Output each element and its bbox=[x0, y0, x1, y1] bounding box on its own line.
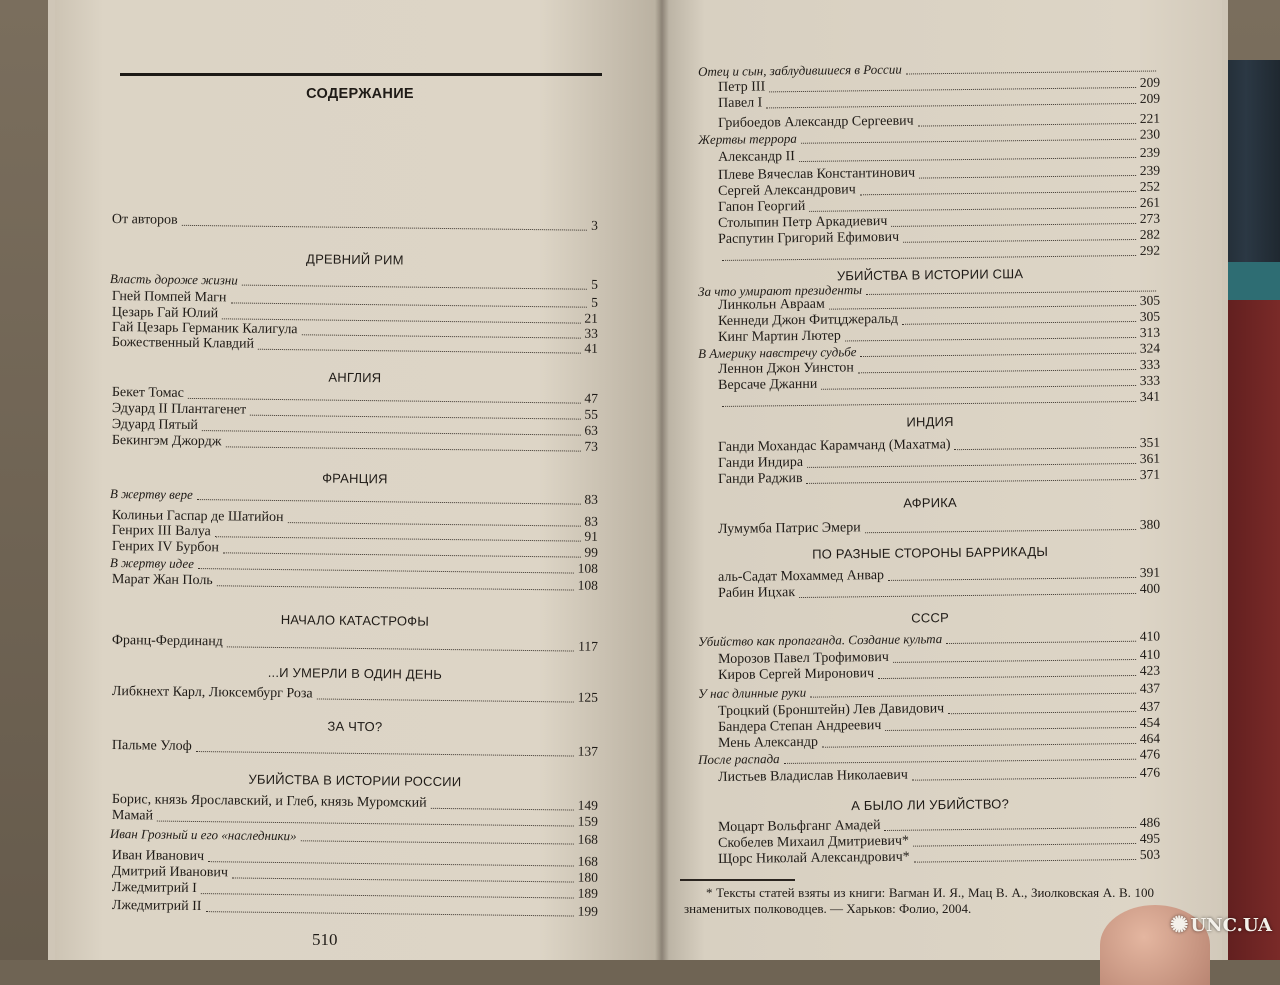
entry-page-number: 47 bbox=[584, 390, 598, 406]
entry-title: Божественный Клавдий bbox=[111, 335, 255, 352]
entry-page-number: 464 bbox=[1139, 730, 1161, 746]
entry-title: Генрих III Валуа bbox=[111, 523, 211, 540]
entry-page-number: 180 bbox=[577, 869, 598, 885]
entry-page-number: 168 bbox=[577, 853, 598, 869]
entry-page-number: 476 bbox=[1139, 764, 1161, 780]
dot-leader bbox=[919, 175, 1136, 179]
entry-page-number: 108 bbox=[577, 560, 598, 576]
entry-title: Сергей Александрович bbox=[718, 182, 856, 199]
dot-leader bbox=[799, 593, 1136, 598]
entry-title: Рабин Ицхак bbox=[718, 585, 796, 601]
entry-title: Скобелев Михаил Дмитриевич* bbox=[718, 833, 910, 851]
dot-leader bbox=[865, 529, 1136, 533]
entry-page-number: 239 bbox=[1139, 162, 1161, 178]
entry-page-number: 83 bbox=[584, 491, 598, 507]
dot-leader bbox=[317, 698, 574, 702]
section-heading: УБИЙСТВА В ИСТОРИИ США bbox=[836, 266, 1024, 284]
dot-leader bbox=[431, 808, 574, 811]
entry-title: Кеннеди Джон Фитцджеральд bbox=[718, 311, 899, 329]
watermark-text: UNC.UA bbox=[1190, 914, 1272, 936]
entry-title: Бекет Томас bbox=[111, 385, 184, 401]
entry-title: Лжедмитрий I bbox=[111, 880, 197, 897]
entry-page-number: 261 bbox=[1139, 194, 1161, 210]
entry-page-number: 361 bbox=[1139, 450, 1161, 466]
dot-leader bbox=[799, 157, 1136, 162]
entry-title: В жертву вере bbox=[109, 486, 193, 502]
dot-leader bbox=[885, 827, 1136, 831]
dot-leader bbox=[205, 911, 573, 916]
entry-page-number: 495 bbox=[1139, 830, 1161, 846]
entry-title: Эдуард Пятый bbox=[111, 417, 199, 434]
entry-title: Дмитрий Иванович bbox=[111, 864, 229, 881]
dot-leader bbox=[242, 285, 587, 290]
entry-page-number: 410 bbox=[1139, 646, 1161, 662]
entry-title: Леннон Джон Уинстон bbox=[718, 360, 854, 377]
entry-title: Ганди Раджив bbox=[718, 470, 803, 487]
dot-leader bbox=[885, 727, 1135, 731]
entry-title: Гай Цезарь Германик Калигула bbox=[111, 320, 298, 338]
entry-title: Александр II bbox=[718, 149, 795, 165]
entry-title: Киров Сергей Миронович bbox=[718, 666, 875, 683]
dot-leader bbox=[301, 840, 574, 844]
dot-leader bbox=[913, 843, 1136, 847]
entry-title: Марат Жан Поль bbox=[111, 572, 213, 589]
footnote: * Тексты статей взяты из книги: Вагман И. Я., Мац В. А., Зиолковская А. В. 100 знаменитых полководцев. — Харьков: Фолио, 2004. bbox=[684, 885, 1154, 916]
entry-title: Моцарт Вольфганг Амадей bbox=[718, 818, 881, 835]
entry-title: Цезарь Гай Юлий bbox=[111, 305, 219, 322]
entry-page-number: 282 bbox=[1139, 226, 1161, 242]
entry-title: Бандера Степан Андреевич bbox=[718, 718, 882, 735]
entry-title: Морозов Павел Трофимович bbox=[718, 649, 889, 667]
sun-icon: ✺ bbox=[1170, 912, 1189, 938]
dot-leader bbox=[807, 479, 1136, 484]
entry-page-number: 292 bbox=[1139, 242, 1161, 258]
dot-leader bbox=[914, 859, 1136, 863]
entry-title: Франц-Фердинанд bbox=[111, 633, 223, 650]
entry-page-number: 149 bbox=[577, 797, 598, 813]
dot-leader bbox=[766, 103, 1136, 108]
entry-title: У нас длинные руки bbox=[698, 684, 807, 701]
entry-title: Колиньи Гаспар де Шатийон bbox=[111, 508, 284, 526]
entry-title: Иван Грозный и его «наследники» bbox=[109, 826, 297, 844]
section-heading: ФРАНЦИЯ bbox=[322, 470, 388, 487]
entry-title: Жертвы террора bbox=[698, 130, 797, 147]
entry-title: От авторов bbox=[111, 212, 178, 228]
entry-title: Борис, князь Ярославский, и Глеб, князь Муромский bbox=[111, 792, 427, 811]
entry-title: Плеве Вячеслав Константинович bbox=[718, 165, 916, 183]
entry-page-number: 437 bbox=[1139, 698, 1161, 714]
entry-page-number: 33 bbox=[584, 325, 598, 341]
dot-leader bbox=[902, 321, 1136, 325]
section-heading: ПО РАЗНЫЕ СТОРОНЫ БАРРИКАДЫ bbox=[812, 543, 1049, 562]
section-heading: УБИЙСТВА В ИСТОРИИ РОССИИ bbox=[248, 771, 462, 790]
entry-title: Распутин Григорий Ефимович bbox=[718, 229, 900, 247]
entry-title: Эдуард II Плантагенет bbox=[111, 401, 247, 418]
dot-leader bbox=[888, 577, 1136, 581]
entry-title: Кинг Мартин Лютер bbox=[718, 328, 841, 345]
entry-title: В Америку навстречу судьбе bbox=[698, 344, 857, 361]
entry-page-number: 503 bbox=[1139, 846, 1161, 862]
entry-page-number: 125 bbox=[577, 689, 598, 705]
entry-title: Ганди Мохандас Карамчанд (Махатма) bbox=[718, 437, 951, 455]
dot-leader bbox=[955, 447, 1136, 450]
entry-title: Петр III bbox=[718, 79, 766, 95]
entry-title: Троцкий (Бронштейн) Лев Давидович bbox=[718, 701, 945, 719]
dot-leader bbox=[918, 123, 1136, 127]
entry-page-number: 63 bbox=[584, 422, 598, 438]
entry-title: Линкольн Авраам bbox=[718, 296, 825, 313]
toc-title: СОДЕРЖАНИЕ bbox=[306, 86, 414, 102]
book-gutter bbox=[655, 0, 669, 960]
dot-leader bbox=[946, 641, 1136, 644]
dot-leader bbox=[227, 646, 574, 651]
dot-leader bbox=[225, 446, 580, 451]
section-heading: ИНДИЯ bbox=[906, 413, 954, 430]
entry-title: Лумумба Патрис Эмери bbox=[718, 520, 861, 537]
entry-page-number: 391 bbox=[1139, 564, 1161, 580]
entry-title: Щорс Николай Александрович* bbox=[718, 849, 910, 867]
entry-page-number: 209 bbox=[1139, 74, 1161, 90]
dot-leader bbox=[801, 139, 1136, 144]
entry-page-number: 117 bbox=[578, 638, 598, 654]
entry-page-number: 400 bbox=[1139, 580, 1161, 596]
entry-page-number: 273 bbox=[1139, 210, 1161, 226]
page-number: 510 bbox=[312, 930, 338, 949]
dot-leader bbox=[906, 71, 1156, 75]
entry-page-number: 3 bbox=[591, 217, 598, 233]
entry-page-number: 371 bbox=[1139, 466, 1161, 482]
dot-leader bbox=[861, 353, 1136, 357]
section-heading: ...И УМЕРЛИ В ОДИН ДЕНЬ bbox=[267, 664, 443, 682]
entry-page-number: 305 bbox=[1139, 308, 1161, 324]
dot-leader bbox=[948, 711, 1136, 714]
dot-leader bbox=[891, 223, 1135, 227]
entry-page-number: 341 bbox=[1139, 388, 1161, 404]
entry-title: Грибоедов Александр Сергеевич bbox=[718, 113, 914, 131]
entry-page-number: 305 bbox=[1139, 292, 1161, 308]
entry-page-number: 41 bbox=[584, 340, 598, 356]
entry-title: аль-Садат Мохаммед Анвар bbox=[718, 568, 885, 585]
entry-page-number: 21 bbox=[584, 310, 598, 326]
dot-leader bbox=[878, 675, 1136, 679]
entry-title: Лжедмитрий II bbox=[111, 898, 202, 915]
section-heading: ЗА ЧТО? bbox=[327, 718, 383, 735]
entry-page-number: 209 bbox=[1139, 90, 1161, 106]
entry-page-number: 437 bbox=[1139, 680, 1161, 696]
entry-page-number: 189 bbox=[577, 885, 598, 901]
section-heading: СССР bbox=[911, 610, 949, 626]
dot-leader bbox=[893, 659, 1136, 663]
section-heading: А БЫЛО ЛИ УБИЙСТВО? bbox=[851, 796, 1010, 814]
entry-page-number: 380 bbox=[1139, 516, 1161, 532]
header-rule bbox=[120, 73, 602, 76]
entry-title: После распада bbox=[698, 751, 780, 767]
entry-page-number: 159 bbox=[577, 813, 598, 829]
entry-title: Столыпин Петр Аркадиевич bbox=[718, 213, 888, 231]
entry-title: Бекингэм Джордж bbox=[111, 433, 222, 450]
entry-title: Пальме Улоф bbox=[111, 738, 192, 754]
footnote-rule bbox=[680, 879, 795, 881]
dot-leader bbox=[217, 585, 574, 590]
entry-title: Мень Александр bbox=[718, 734, 819, 751]
entry-page-number: 486 bbox=[1139, 814, 1161, 830]
entry-page-number: 230 bbox=[1139, 126, 1161, 142]
entry-page-number: 239 bbox=[1139, 144, 1161, 160]
entry-title: Иван Иванович bbox=[111, 848, 205, 865]
entry-page-number: 252 bbox=[1139, 178, 1161, 194]
entry-page-number: 221 bbox=[1139, 110, 1161, 126]
entry-page-number: 324 bbox=[1139, 340, 1161, 356]
entry-page-number: 351 bbox=[1139, 434, 1161, 450]
entry-page-number: 137 bbox=[577, 743, 598, 759]
entry-page-number: 168 bbox=[577, 831, 598, 847]
entry-page-number: 73 bbox=[584, 438, 598, 454]
entry-page-number: 108 bbox=[577, 577, 598, 593]
dot-leader bbox=[903, 239, 1136, 243]
entry-page-number: 333 bbox=[1139, 372, 1161, 388]
section-heading: НАЧАЛО КАТАСТРОФЫ bbox=[280, 612, 430, 629]
entry-title: Павел I bbox=[718, 95, 763, 111]
entry-page-number: 5 bbox=[591, 276, 598, 292]
entry-title: Убийство как пропаганда. Создание культа bbox=[698, 631, 943, 649]
entry-title: Гапон Георгий bbox=[718, 198, 806, 215]
entry-page-number: 55 bbox=[584, 406, 598, 422]
entry-page-number: 313 bbox=[1139, 324, 1161, 340]
entry-title: Либкнехт Карл, Люксембург Роза bbox=[111, 684, 313, 702]
entry-page-number: 91 bbox=[584, 528, 598, 544]
entry-page-number: 476 bbox=[1139, 746, 1161, 762]
dot-leader bbox=[201, 893, 574, 898]
entry-title: Гней Помпей Магн bbox=[111, 289, 227, 306]
section-heading: АФРИКА bbox=[903, 494, 957, 511]
dot-leader bbox=[258, 349, 580, 354]
section-heading: ДРЕВНИЙ РИМ bbox=[306, 251, 404, 268]
entry-page-number: 199 bbox=[577, 903, 598, 919]
entry-title: Мамай bbox=[111, 808, 154, 824]
entry-title: За что умирают президенты bbox=[698, 282, 863, 299]
entry-title: Генрих IV Бурбон bbox=[111, 539, 220, 556]
entry-title: Ганди Индира bbox=[718, 454, 804, 471]
entry-page-number: 423 bbox=[1139, 662, 1161, 678]
dot-leader bbox=[784, 759, 1136, 764]
entry-title: Версаче Джанни bbox=[718, 376, 818, 393]
entry-page-number: 5 bbox=[591, 294, 598, 310]
entry-title: Листьев Владислав Николаевич bbox=[718, 767, 908, 785]
entry-page-number: 454 bbox=[1139, 714, 1161, 730]
entry-page-number: 410 bbox=[1139, 628, 1161, 644]
entry-title: В жертву идее bbox=[109, 555, 195, 572]
dot-leader bbox=[810, 693, 1136, 698]
watermark-logo bbox=[1170, 900, 1270, 950]
entry-page-number: 99 bbox=[584, 544, 598, 560]
section-heading: АНГЛИЯ bbox=[328, 369, 382, 386]
entry-page-number: 333 bbox=[1139, 356, 1161, 372]
entry-title: Власть дороже жизни bbox=[109, 271, 238, 288]
dot-leader bbox=[912, 777, 1136, 781]
entry-page-number: 83 bbox=[584, 513, 598, 529]
entry-title: Отец и сын, заблудившиеся в России bbox=[698, 61, 902, 79]
